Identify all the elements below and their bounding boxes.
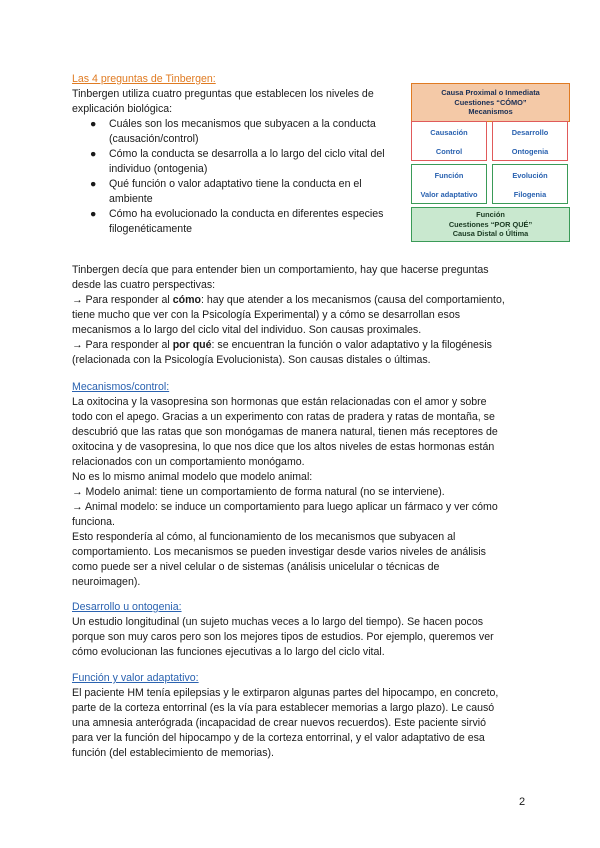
diagram-distal-box: Función Cuestiones “POR QUÉ” Causa Distal o Última: [411, 207, 570, 242]
section-heading-tinbergen: Las 4 preguntas de Tinbergen:: [72, 73, 216, 85]
para-line: mecanismos a lo largo del ciclo vital del individuo. Son causas proximales.: [72, 324, 422, 336]
list-item: ● Cómo ha evolucionado la conducta en diferentes especies filogenéticamente: [90, 208, 384, 235]
diagram-evolucion-box: Evolución Filogenia: [492, 164, 568, 204]
para-line: tiene mucho que ver con la Psicología Experimental) y a cómo se desarrollan esos: [72, 309, 461, 321]
section-heading-funcion: Función y valor adaptativo:: [72, 672, 199, 684]
funcion-text: El paciente HM tenía epilepsias y le extirparon algunas partes del hipocampo, en concreto, parte de la corteza entorrinal (es la vía para establecer memorias a largo plazo). Le causó una amnesia anterógrada (incapacidad de crear nuevos recuerdos). Este paciente sirvió para ver la función del hipocampo y de la corteza entorrinal, y el valor adaptativo de esa función (del establecimiento de memorias).: [72, 687, 499, 759]
diagram-causacion-box: Causación Control: [411, 121, 487, 161]
page-number: 2: [519, 796, 526, 808]
para-line: Tinbergen decía que para entender bien un comportamiento, hay que hacerse preguntas: [72, 264, 489, 276]
diagram-desarrollo-box: Desarrollo Ontogenia: [492, 121, 568, 161]
tinbergen-diagram: [411, 83, 571, 245]
list-item: ● Qué función o valor adaptativo tiene la conducta en el ambiente: [90, 178, 362, 205]
questions-list: [90, 117, 385, 237]
diagram-proximal-box: Causa Proximal o Inmediata Cuestiones “CÓMO” Mecanismos: [411, 83, 570, 122]
para-line: → Para responder al cómo: hay que atender a los mecanismos (causa del comportamiento,: [72, 294, 505, 306]
section-heading-mecanismos: Mecanismos/control:: [72, 381, 170, 393]
section-heading-desarrollo: Desarrollo u ontogenia:: [72, 601, 182, 613]
list-item: ● Cuáles son los mecanismos que subyacen a la conducta (causación/control): [90, 118, 376, 145]
para-line: (relacionada con la Psicología Evolucionista). Son causas distales o últimas.: [72, 354, 431, 366]
desarrollo-text: Un estudio longitudinal (un sujeto muchas veces a lo largo del tiempo). Se hacen pocos porque son muy caros pero son los mejores tipos de estudios. Por ejemplo, queremos ver cómo evolucionan las funciones ejecutivas a lo largo del ciclo vital.: [72, 616, 494, 658]
intro-line-2: explicación biológica:: [72, 103, 173, 115]
mecanismos-text: La oxitocina y la vasopresina son hormonas que están relacionadas con el amor y sobre todo con el apego. Gracias a un experimento con ratas de pradera y ratas de montaña, se descubrió que las ratas que son monógamas de manera natural, tienen más receptores de oxitocina y de vasopresina, lo que nos dice que los altos niveles de estas hormonas están relacionados con un comportamiento monógamo. No es lo mismo animal modelo que modelo animal: → Modelo animal: tiene un comportamiento de forma natural (no se interviene). → Animal modelo: se induce un comportamiento para luego aplicar un fármaco y ver cómo funciona. Esto respondería al cómo, al funcionamiento de los mecanismos que subyacen al comportamiento. Los mecanismos se pueden investigar desde varios niveles de análisis como puede ser a nivel celular o de sistemas (análisis unicelular o técnicas de neuroimagen).: [72, 396, 498, 588]
list-item: ● Cómo la conducta se desarrolla a lo largo del ciclo vital del individuo (ontogenia): [90, 148, 385, 175]
para-line: → Para responder al por qué: se encuentran la función o valor adaptativo y la filogénesis: [72, 339, 492, 351]
para-line: desde las cuatro perspectivas:: [72, 279, 216, 291]
intro-line-1: Tinbergen utiliza cuatro preguntas que establecen los niveles de: [72, 88, 374, 100]
diagram-funcion-box: Función Valor adaptativo: [411, 164, 487, 204]
